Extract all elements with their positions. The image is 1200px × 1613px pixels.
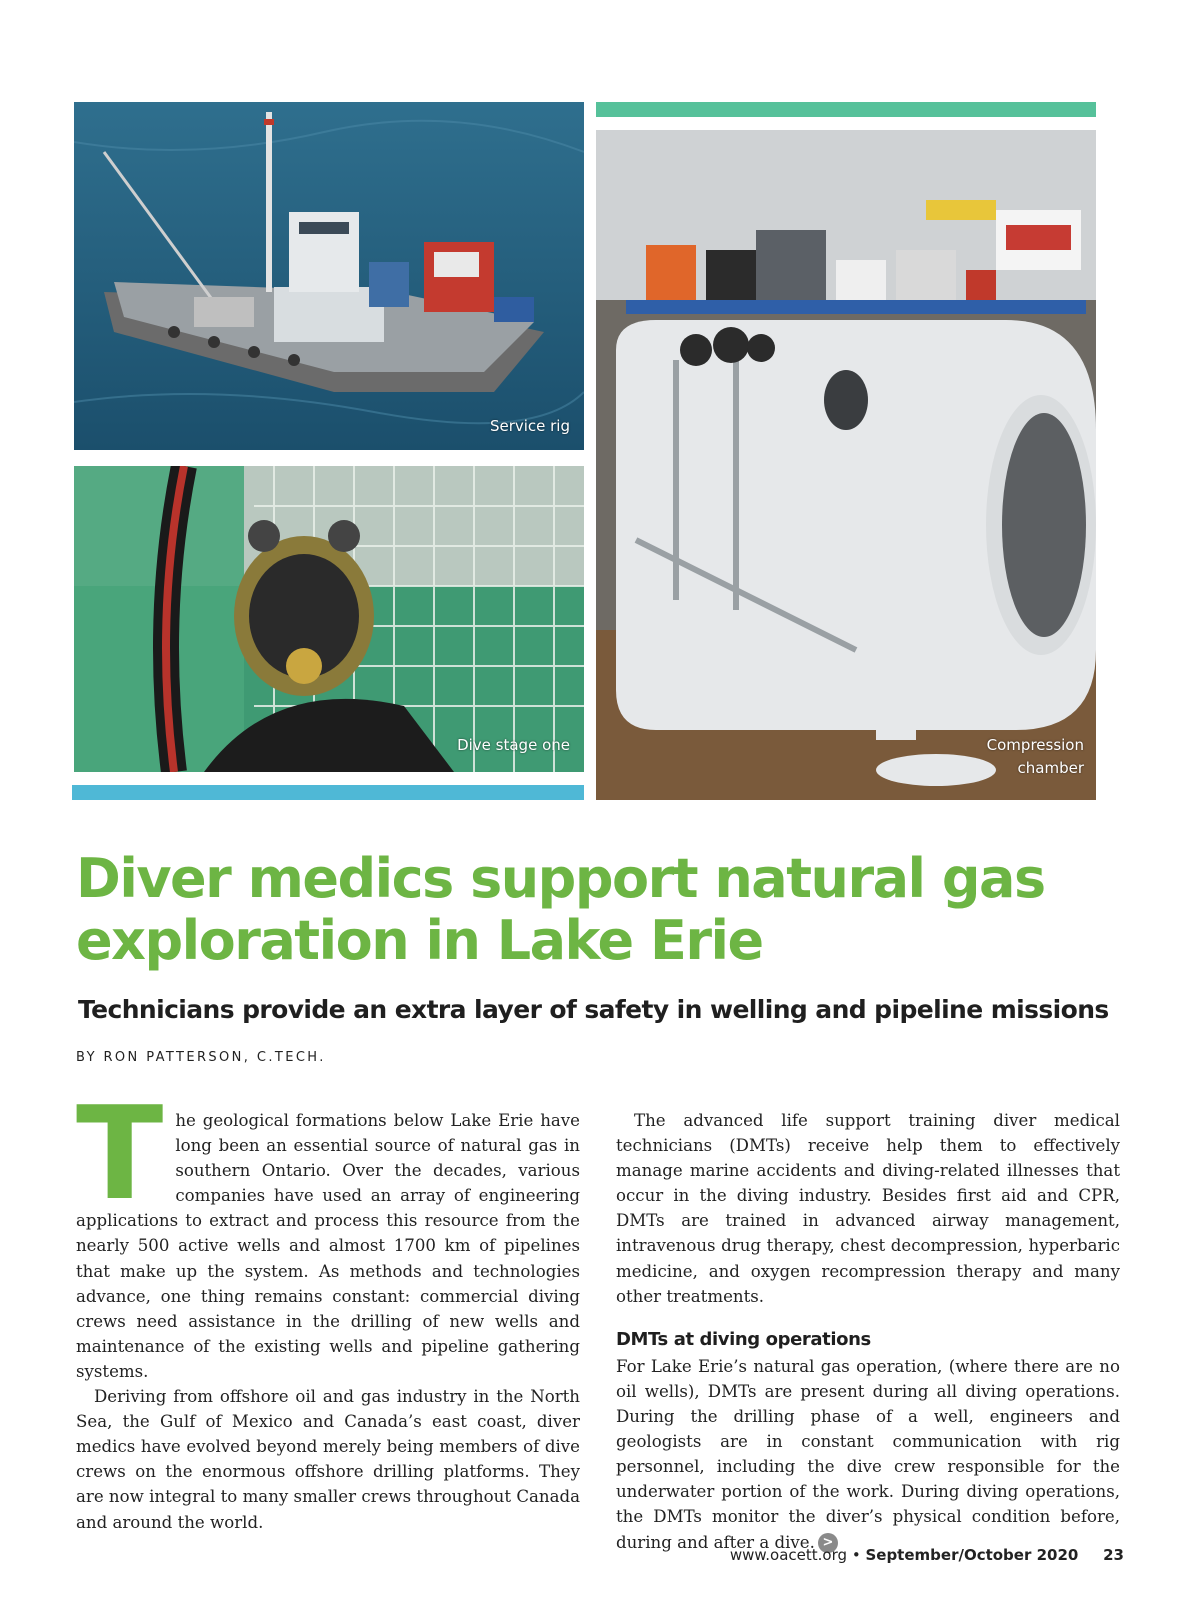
paragraph-offshore: Deriving from offshore oil and gas industry in the North Sea, the Gulf of Mexico and Canada’s east coast, diver medics have evolved beyond merely being members of dive crews on the enormous offshore drilling platforms. They are now integral to many smaller crews throughout Canada and around the world. xyxy=(76,1387,580,1532)
footer-separator: • xyxy=(851,1546,861,1564)
intro-text: he geological formations below Lake Erie have long been an essential source of natural gas in southern Ontario. Over the decades, various companies have used an array of engineering applications to extract and process this resource from the nearly 500 active wells and almost 1700 km of pipelines that make up the system. As methods and technologies advance, one thing remains constant: commercial diving crews need assistance in the drilling of new wells and maintenance of the existing wells and pipeline gathering systems. xyxy=(76,1111,580,1381)
caption-line-1: Compression xyxy=(986,736,1084,754)
compression-chamber-caption xyxy=(950,734,1084,780)
section-subheading: DMTs at diving operations xyxy=(616,1328,871,1350)
article-headline: Diver medics support natural gas exploration in Lake Erie xyxy=(76,847,1045,972)
paragraph-intro xyxy=(76,1080,580,1384)
page-number: 23 xyxy=(1103,1546,1124,1564)
service-rig-photo xyxy=(74,102,584,450)
paragraph-training: The advanced life support training diver medical technicians (DMTs) receive help them to effectively manage marine accidents and diving-related illnesses that occur in the diving industry. Besides first aid and CPR, DMTs are trained in advanced airway management, intravenous drug therapy, chest decompression, hyperbaric medicine, and oxygen recompression therapy and many other treatments. xyxy=(616,1111,1120,1306)
page-footer xyxy=(730,1546,1124,1564)
footer-issue: September/October 2020 xyxy=(865,1546,1079,1564)
continue-arrow-icon[interactable]: > xyxy=(818,1533,838,1553)
caption-line-2: chamber xyxy=(1017,759,1084,777)
drop-cap: T xyxy=(76,1080,164,1229)
body-column-right xyxy=(616,1108,1120,1555)
operations-text: For Lake Erie’s natural gas operation, (where there are no oil wells), DMTs are present during all diving operations. During the drilling phase of a well, engineers and geologists are in constant communication with rig personnel, including the dive crew responsible for the underwater portion of the work. During diving operations, the DMTs monitor the diver’s physical condition before, during and after a dive. xyxy=(616,1356,1120,1552)
accent-bar-teal xyxy=(596,102,1096,117)
dive-stage-caption: Dive stage one xyxy=(457,736,570,754)
paragraph-operations xyxy=(616,1354,1120,1555)
compression-chamber-photo xyxy=(596,130,1096,800)
body-column-left xyxy=(76,1080,580,1535)
byline: BY RON PATTERSON, C.TECH. xyxy=(76,1050,326,1065)
dive-stage-photo xyxy=(74,466,584,772)
accent-bar-blue xyxy=(72,785,584,800)
footer-url[interactable]: www.oacett.org xyxy=(729,1546,848,1564)
article-subhead: Technicians provide an extra layer of safety in welling and pipeline missions xyxy=(78,995,1109,1024)
service-rig-caption: Service rig xyxy=(489,417,570,435)
